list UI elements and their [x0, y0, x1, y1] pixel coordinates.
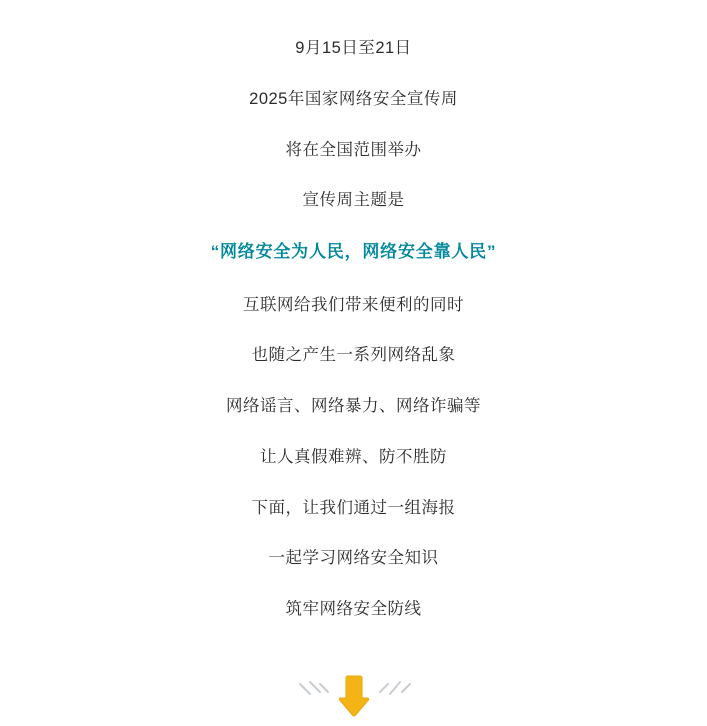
article-line: 一起学习网络安全知识	[268, 549, 439, 568]
article-line: 筑牢网络安全防线	[285, 600, 422, 618]
article-line: 让人真假难辨、防不胜防	[260, 447, 447, 466]
article-line: 9月15日至21日	[295, 39, 412, 57]
scroll-hint	[40, 666, 667, 726]
article-line: 宣传周主题是	[302, 191, 405, 210]
arrow-figure	[294, 670, 414, 722]
down-arrow-icon	[337, 674, 371, 718]
article-line: 网络谣言、网络暴力、网络诈骗等	[226, 397, 481, 415]
article-line-theme: “网络安全为人民，网络安全靠人民”	[210, 242, 497, 261]
article-line: 互联网给我们带来便利的同时	[243, 295, 464, 314]
article-line: 将在全国范围举办	[285, 140, 422, 159]
article-line: 2025年国家网络安全宣传周	[249, 89, 458, 108]
article-line: 下面，让我们通过一组海报	[251, 498, 456, 517]
article-line: 也随之产生一系列网络乱象	[251, 346, 456, 365]
